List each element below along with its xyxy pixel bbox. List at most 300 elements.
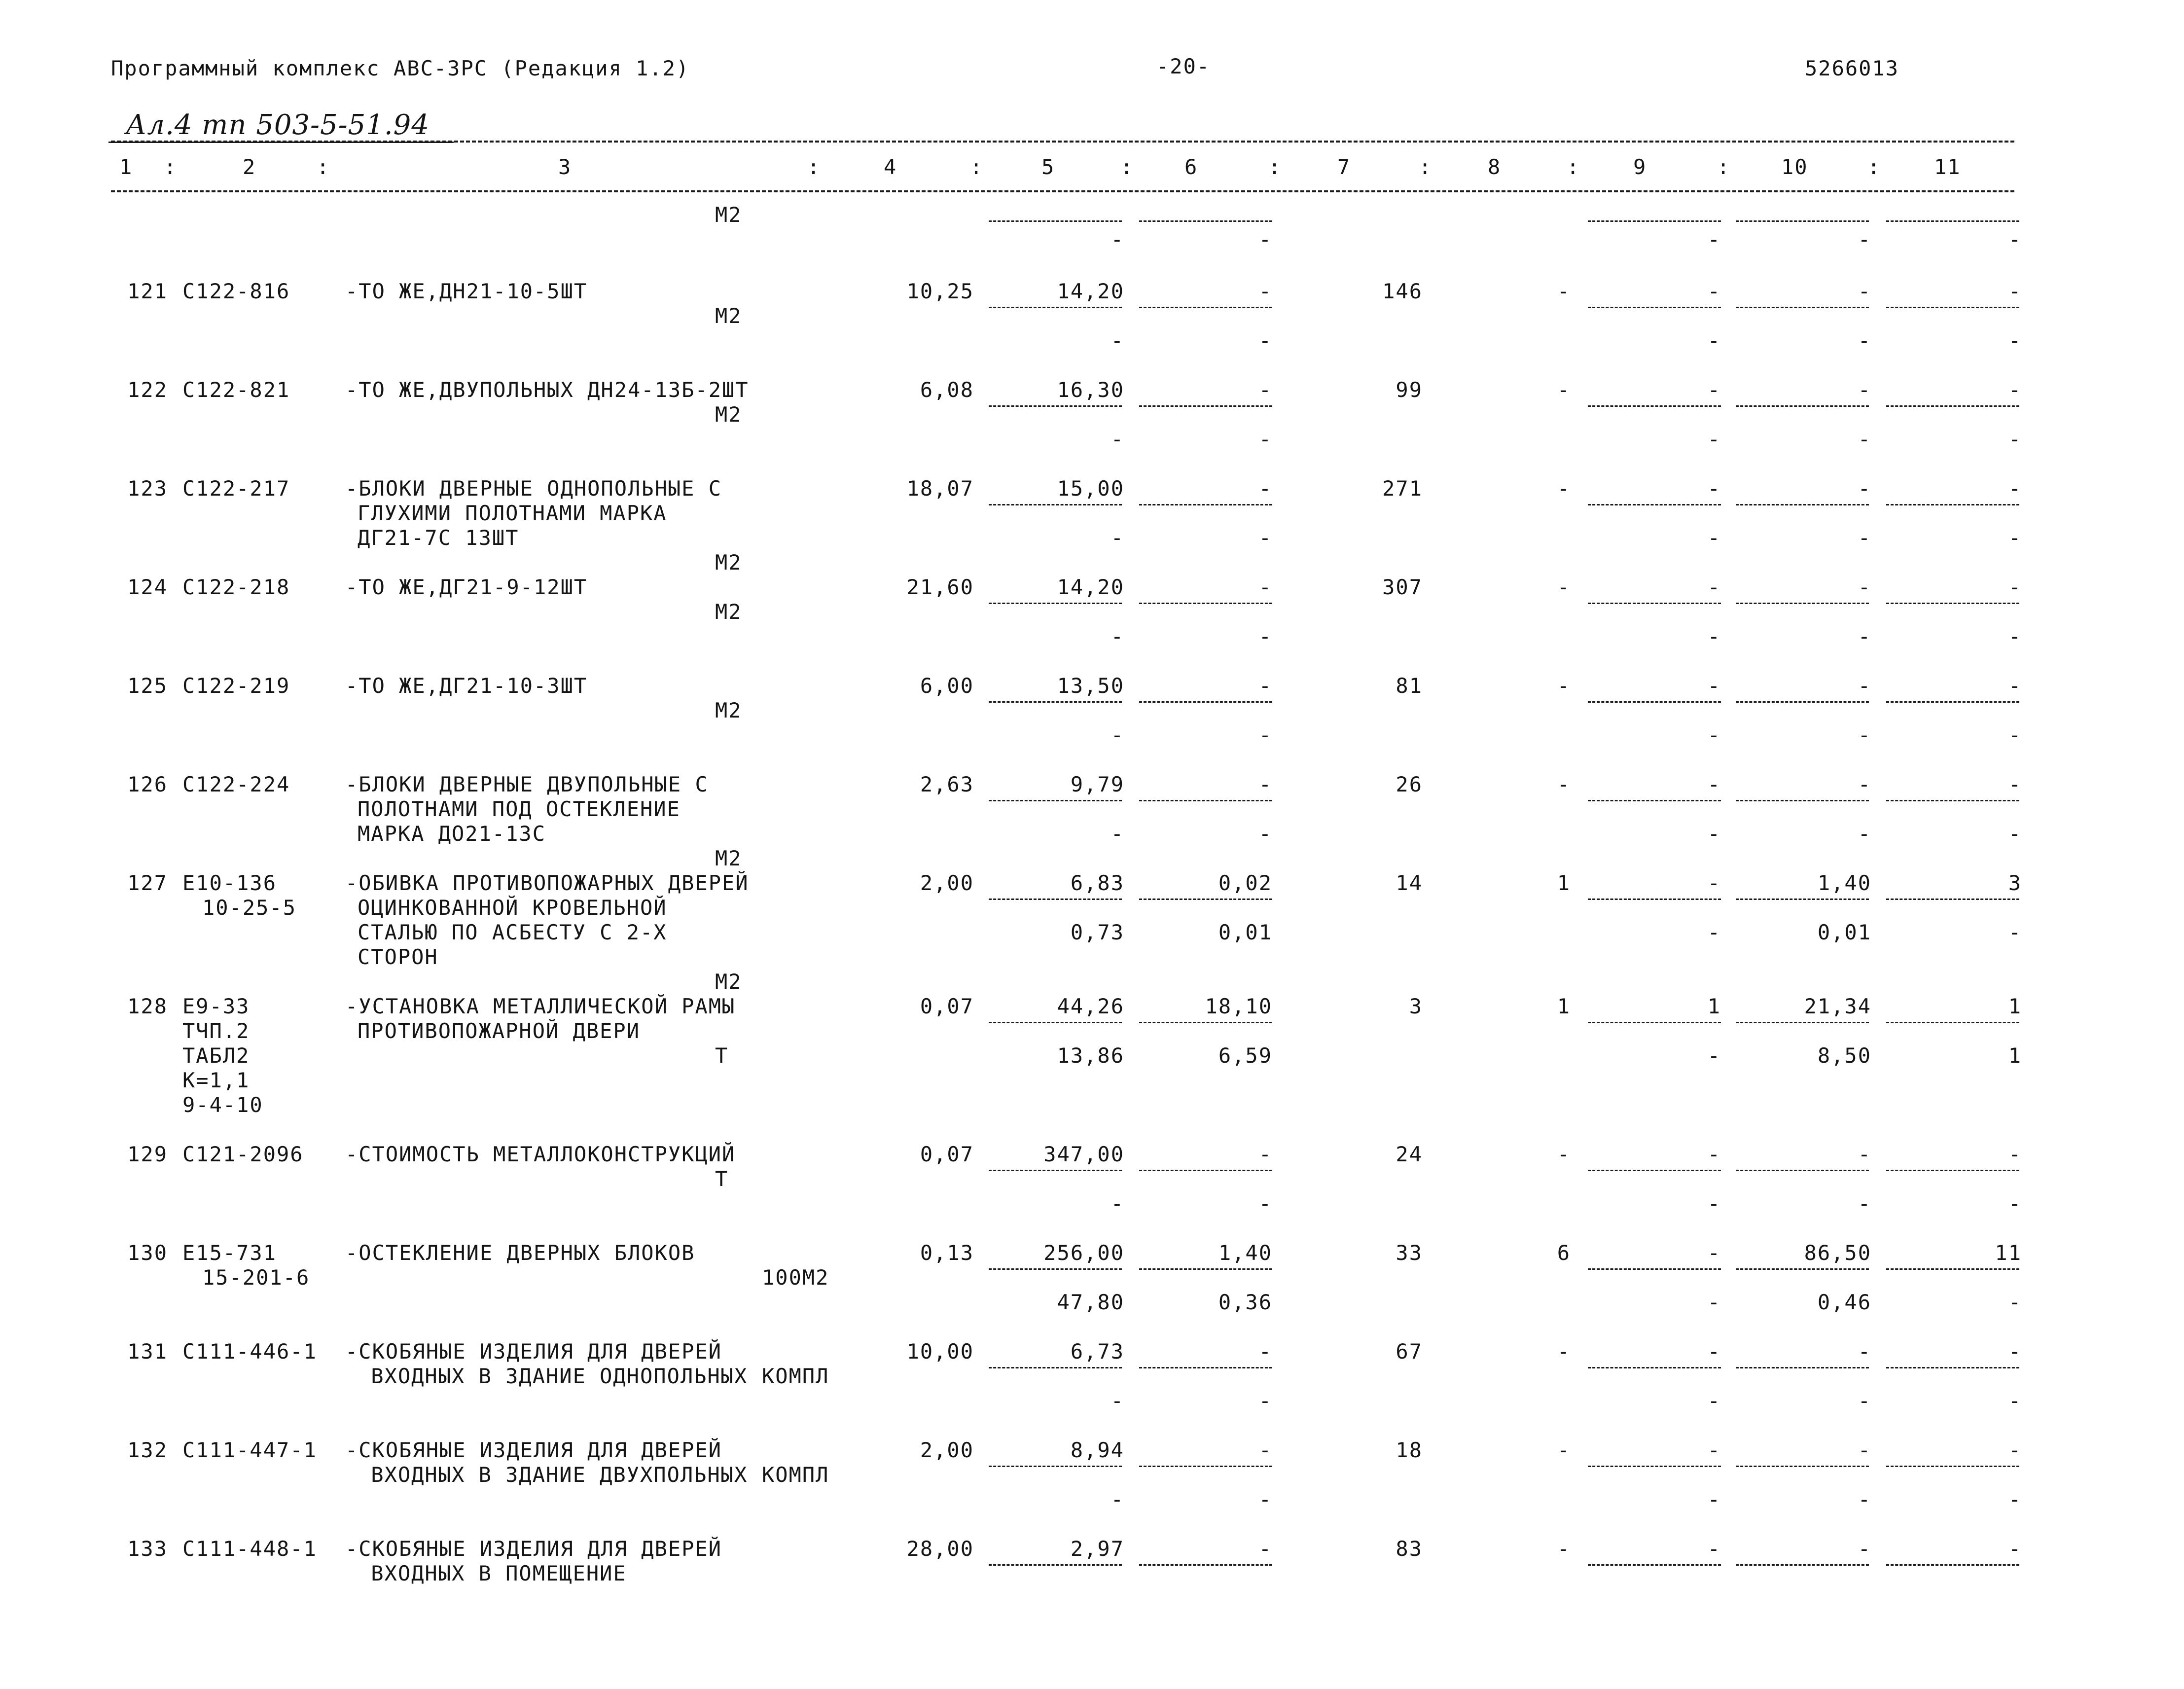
value: -: [1557, 378, 1571, 402]
row-number: 125: [127, 674, 168, 698]
value: 14: [1396, 871, 1423, 895]
sub-value: 0,01: [1218, 920, 1272, 944]
sub-value: -: [2008, 227, 2022, 252]
value: -: [2008, 575, 2022, 599]
sub-value: 47,80: [1057, 1290, 1124, 1314]
value-divider: [1139, 603, 1272, 604]
work-description: -ОБИВКА ПРОТИВОПОЖАРНЫХ ДВЕРЕЙ: [345, 871, 749, 895]
rate-code: С121-2096: [182, 1142, 304, 1166]
value-divider: [1588, 405, 1721, 407]
rate-code: С111-448-1: [182, 1537, 317, 1561]
unit-of-measure: Т: [715, 1043, 729, 1068]
value: -: [1858, 378, 1871, 402]
sub-value: -: [1858, 427, 1871, 451]
sub-value: -: [1110, 227, 1124, 252]
header-rule-top: [111, 141, 2014, 143]
value: -: [1557, 1438, 1571, 1462]
column-separator: :: [807, 155, 821, 179]
value: -: [1557, 575, 1571, 599]
sub-value: 8,50: [1817, 1043, 1871, 1068]
value-divider: [1588, 800, 1721, 801]
value: -: [1557, 1339, 1571, 1364]
value-divider: [1886, 1466, 2019, 1467]
sub-value: -: [1258, 1191, 1272, 1216]
value: -: [1258, 1537, 1272, 1561]
value-divider: [1886, 307, 2019, 308]
work-description: -ТО ЖЕ,ДН21-10-5ШТ: [345, 279, 588, 303]
value-divider: [1736, 1170, 1869, 1171]
value: 10,00: [906, 1339, 974, 1364]
value: -: [1557, 279, 1571, 303]
sub-value: -: [1110, 1191, 1124, 1216]
rate-code: С111-447-1: [182, 1438, 317, 1462]
rate-code: 15-201-6: [202, 1265, 310, 1290]
value: 18,07: [906, 476, 974, 501]
value: -: [1858, 476, 1871, 501]
sub-value: -: [2008, 1389, 2022, 1413]
sub-value: -: [1858, 1487, 1871, 1511]
value: 6: [1557, 1241, 1571, 1265]
sub-value: -: [2008, 1191, 2022, 1216]
value-divider: [989, 1367, 1122, 1368]
value: 44,26: [1057, 994, 1124, 1018]
value: -: [1557, 772, 1571, 796]
work-description: -СКОБЯНЫЕ ИЗДЕЛИЯ ДЛЯ ДВЕРЕЙ: [345, 1537, 722, 1561]
unit-of-measure: КОМПЛ: [762, 1463, 829, 1487]
value-divider: [1588, 701, 1721, 703]
work-description: ПОЛОТНАМИ ПОД ОСТЕКЛЕНИЕ: [358, 797, 680, 821]
value: 28,00: [906, 1537, 974, 1561]
value: 3: [1409, 994, 1423, 1018]
value: -: [1858, 279, 1871, 303]
sheet-reference: Ал.4 тп 503-5-51.94: [126, 109, 430, 141]
value: 11: [1995, 1241, 2022, 1265]
sub-value: -: [2008, 427, 2022, 451]
value: -: [1858, 674, 1871, 698]
work-description: ГЛУХИМИ ПОЛОТНАМИ МАРКА: [358, 501, 667, 525]
unit-of-measure: М2: [715, 550, 742, 575]
column-separator: :: [164, 155, 178, 179]
rate-code: С122-821: [182, 378, 290, 402]
header-rule-bottom: [111, 190, 2014, 192]
sub-value: -: [1858, 227, 1871, 252]
value: 16,30: [1057, 378, 1124, 402]
unit-of-measure: М2: [715, 698, 742, 722]
value: -: [2008, 1142, 2022, 1166]
value: 307: [1382, 575, 1423, 599]
unit-of-measure: М2: [715, 600, 742, 624]
sub-value: -: [1258, 1487, 1272, 1511]
column-header: 7: [1337, 155, 1351, 179]
value-divider: [1588, 504, 1721, 505]
value-divider: [1736, 1466, 1869, 1467]
value: -: [1258, 1339, 1272, 1364]
sub-value: 13,86: [1057, 1043, 1124, 1068]
value-divider: [1139, 405, 1272, 407]
value-divider: [1886, 1268, 2019, 1270]
value: -: [1707, 674, 1721, 698]
value: 6,83: [1070, 871, 1124, 895]
value-divider: [989, 220, 1122, 222]
work-description: -СКОБЯНЫЕ ИЗДЕЛИЯ ДЛЯ ДВЕРЕЙ: [345, 1438, 722, 1462]
sub-value: -: [1707, 1487, 1721, 1511]
sub-value: -: [1707, 526, 1721, 550]
row-number: 132: [127, 1438, 168, 1462]
work-description: -БЛОКИ ДВЕРНЫЕ ДВУПОЛЬНЫЕ С: [345, 772, 709, 796]
sub-value: -: [1258, 227, 1272, 252]
value: 86,50: [1804, 1241, 1871, 1265]
rate-code: ТЧП.2: [182, 1019, 250, 1043]
work-description: МАРКА ДО21-13С: [358, 822, 546, 846]
work-description: -УСТАНОВКА МЕТАЛЛИЧЕСКОЙ РАМЫ: [345, 994, 736, 1018]
value-divider: [1139, 1170, 1272, 1171]
value: -: [1858, 1537, 1871, 1561]
work-description: -БЛОКИ ДВЕРНЫЕ ОДНОПОЛЬНЫЕ С: [345, 476, 722, 501]
value-divider: [1139, 1268, 1272, 1270]
sub-value: -: [1707, 1191, 1721, 1216]
column-separator: :: [1717, 155, 1731, 179]
value: -: [2008, 1438, 2022, 1462]
value: -: [1258, 772, 1272, 796]
sub-value: -: [1707, 328, 1721, 353]
unit-of-measure: КОМПЛ: [762, 1364, 829, 1388]
value-divider: [1139, 307, 1272, 308]
value: -: [1557, 1142, 1571, 1166]
value: -: [1258, 674, 1272, 698]
value-divider: [1736, 1367, 1869, 1368]
sub-value: -: [1707, 624, 1721, 648]
sub-value: -: [1707, 1389, 1721, 1413]
column-separator: :: [317, 155, 330, 179]
value-divider: [1588, 1367, 1721, 1368]
value-divider: [1736, 1268, 1869, 1270]
value: -: [1258, 1142, 1272, 1166]
value-divider: [989, 307, 1122, 308]
value: 1,40: [1218, 1241, 1272, 1265]
work-description: -СКОБЯНЫЕ ИЗДЕЛИЯ ДЛЯ ДВЕРЕЙ: [345, 1339, 722, 1364]
column-separator: :: [970, 155, 984, 179]
sub-value: -: [2008, 1290, 2022, 1314]
value: 0,02: [1218, 871, 1272, 895]
value-divider: [1588, 307, 1721, 308]
value-divider: [1886, 405, 2019, 407]
value: -: [1858, 1339, 1871, 1364]
rate-code: С111-446-1: [182, 1339, 317, 1364]
value: 2,00: [920, 871, 974, 895]
work-description: -ОСТЕКЛЕНИЕ ДВЕРНЫХ БЛОКОВ: [345, 1241, 695, 1265]
rate-code: Е9-33: [182, 994, 250, 1018]
work-description: -СТОИМОСТЬ МЕТАЛЛОКОНСТРУКЦИЙ: [345, 1142, 736, 1166]
column-header: 3: [558, 155, 572, 179]
value: -: [1707, 575, 1721, 599]
value-divider: [989, 1170, 1122, 1171]
value: 26: [1396, 772, 1423, 796]
value: -: [1858, 772, 1871, 796]
value: 6,73: [1070, 1339, 1124, 1364]
value: -: [1858, 575, 1871, 599]
value: 14,20: [1057, 279, 1124, 303]
value: 21,60: [906, 575, 974, 599]
value: -: [1707, 772, 1721, 796]
value: 1: [1707, 994, 1721, 1018]
work-description: -ТО ЖЕ,ДГ21-10-3ШТ: [345, 674, 588, 698]
sub-value: -: [2008, 723, 2022, 747]
value-divider: [1588, 1268, 1721, 1270]
value: 1: [1557, 994, 1571, 1018]
value-divider: [1139, 800, 1272, 801]
column-separator: :: [1419, 155, 1432, 179]
sub-value: -: [1110, 822, 1124, 846]
value: -: [2008, 1339, 2022, 1364]
unit-of-measure: М2: [715, 304, 742, 328]
value: 24: [1396, 1142, 1423, 1166]
rate-code: С122-816: [182, 279, 290, 303]
value-divider: [1588, 1022, 1721, 1023]
unit-of-measure: М2: [715, 970, 742, 994]
row-number: 122: [127, 378, 168, 402]
document-code: 5266013: [1805, 56, 1899, 80]
value-divider: [1588, 898, 1721, 900]
sub-value: -: [1707, 822, 1721, 846]
value-divider: [1736, 898, 1869, 900]
sub-value: -: [1110, 624, 1124, 648]
unit-of-measure: М2: [715, 203, 742, 227]
row-number: 128: [127, 994, 168, 1018]
sub-value: -: [1707, 723, 1721, 747]
value-divider: [989, 1564, 1122, 1566]
value: 33: [1396, 1241, 1423, 1265]
value-divider: [1139, 1466, 1272, 1467]
sub-value: 1: [2008, 1043, 2022, 1068]
value: 1: [1557, 871, 1571, 895]
sub-value: -: [1858, 1389, 1871, 1413]
sub-value: -: [1258, 1389, 1272, 1413]
value: 0,07: [920, 1142, 974, 1166]
rate-code: Е10-136: [182, 871, 277, 895]
value: 2,97: [1070, 1537, 1124, 1561]
value: -: [1858, 1438, 1871, 1462]
value: -: [1258, 1438, 1272, 1462]
column-header: 4: [884, 155, 897, 179]
column-header: 6: [1184, 155, 1198, 179]
value-divider: [1886, 1022, 2019, 1023]
value-divider: [1139, 701, 1272, 703]
value-divider: [1886, 504, 2019, 505]
value: 347,00: [1043, 1142, 1124, 1166]
value: -: [1258, 476, 1272, 501]
value-divider: [989, 1268, 1122, 1270]
value: 271: [1382, 476, 1423, 501]
sub-value: -: [1258, 526, 1272, 550]
value-divider: [1886, 898, 2019, 900]
value-divider: [1139, 504, 1272, 505]
rate-code: С122-219: [182, 674, 290, 698]
value-divider: [1139, 220, 1272, 222]
value: 67: [1396, 1339, 1423, 1364]
value-divider: [1736, 701, 1869, 703]
sub-value: -: [1707, 1290, 1721, 1314]
column-separator: :: [1567, 155, 1580, 179]
sub-value: -: [1110, 427, 1124, 451]
value-divider: [1886, 800, 2019, 801]
rate-code: К=1,1: [182, 1068, 250, 1092]
value: -: [1557, 476, 1571, 501]
value: 2,00: [920, 1438, 974, 1462]
value: 15,00: [1057, 476, 1124, 501]
row-number: 123: [127, 476, 168, 501]
unit-of-measure: 100М2: [762, 1265, 829, 1290]
sub-value: -: [1707, 1043, 1721, 1068]
sub-value: -: [1258, 624, 1272, 648]
sub-value: -: [1110, 526, 1124, 550]
value: -: [1707, 1339, 1721, 1364]
value-divider: [1736, 1564, 1869, 1566]
value: -: [1707, 1241, 1721, 1265]
value-divider: [989, 1466, 1122, 1467]
value: 0,13: [920, 1241, 974, 1265]
value-divider: [989, 603, 1122, 604]
work-description: СТОРОН: [358, 945, 438, 969]
column-header: 11: [1934, 155, 1961, 179]
sub-value: -: [1110, 723, 1124, 747]
rate-code: 9-4-10: [182, 1093, 263, 1117]
value: -: [1707, 1537, 1721, 1561]
sub-value: 0,73: [1070, 920, 1124, 944]
unit-of-measure: М2: [715, 846, 742, 870]
page-number: -20-: [1156, 54, 1211, 78]
value: -: [2008, 476, 2022, 501]
work-description: ПРОТИВОПОЖАРНОЙ ДВЕРИ: [358, 1019, 641, 1043]
program-title: Программный комплекс АВС-3РС (Редакция 1.2): [111, 56, 690, 80]
value-divider: [1886, 701, 2019, 703]
value: 81: [1396, 674, 1423, 698]
value: 256,00: [1043, 1241, 1124, 1265]
row-number: 127: [127, 871, 168, 895]
value: -: [1707, 378, 1721, 402]
sub-value: -: [1858, 822, 1871, 846]
value-divider: [1588, 1170, 1721, 1171]
row-number: 126: [127, 772, 168, 796]
value: 0,07: [920, 994, 974, 1018]
sub-value: 6,59: [1218, 1043, 1272, 1068]
sub-value: -: [2008, 328, 2022, 353]
sub-value: 0,01: [1817, 920, 1871, 944]
value-divider: [1139, 1564, 1272, 1566]
value-divider: [1736, 800, 1869, 801]
value-divider: [989, 800, 1122, 801]
rate-code: С122-224: [182, 772, 290, 796]
rate-code: С122-218: [182, 575, 290, 599]
value: -: [2008, 772, 2022, 796]
value: -: [1707, 279, 1721, 303]
work-description: ВХОДНЫХ В ЗДАНИЕ ОДНОПОЛЬНЫХ: [358, 1364, 748, 1388]
sub-value: -: [1110, 328, 1124, 353]
value: 83: [1396, 1537, 1423, 1561]
value: -: [2008, 674, 2022, 698]
value-divider: [1886, 603, 2019, 604]
work-description: ОЦИНКОВАННОЙ КРОВЕЛЬНОЙ: [358, 896, 667, 920]
value: 6,00: [920, 674, 974, 698]
value: -: [1557, 1537, 1571, 1561]
value-divider: [989, 701, 1122, 703]
column-header: 10: [1781, 155, 1808, 179]
value: 6,08: [920, 378, 974, 402]
sub-value: -: [1707, 920, 1721, 944]
rate-code: С122-217: [182, 476, 290, 501]
value: -: [1258, 378, 1272, 402]
work-description: ВХОДНЫХ В ЗДАНИЕ ДВУХПОЛЬНЫХ: [358, 1463, 748, 1487]
value: 10,25: [906, 279, 974, 303]
value-divider: [1886, 1367, 2019, 1368]
value-divider: [989, 1022, 1122, 1023]
value-divider: [1139, 1022, 1272, 1023]
value-divider: [1886, 1170, 2019, 1171]
value: 18: [1396, 1438, 1423, 1462]
column-separator: :: [1120, 155, 1134, 179]
rate-code: Е15-731: [182, 1241, 277, 1265]
sub-value: -: [1258, 723, 1272, 747]
work-description: СТАЛЬЮ ПО АСБЕСТУ С 2-Х: [358, 920, 667, 944]
value-divider: [1736, 603, 1869, 604]
value: 21,34: [1804, 994, 1871, 1018]
sub-value: -: [2008, 526, 2022, 550]
value: 2,63: [920, 772, 974, 796]
value: 13,50: [1057, 674, 1124, 698]
row-number: 129: [127, 1142, 168, 1166]
column-header: 1: [119, 155, 133, 179]
column-header: 9: [1633, 155, 1647, 179]
value: 18,10: [1205, 994, 1272, 1018]
sub-value: -: [1858, 526, 1871, 550]
value-divider: [1736, 1022, 1869, 1023]
value-divider: [989, 405, 1122, 407]
sub-value: 0,46: [1817, 1290, 1871, 1314]
row-number: 130: [127, 1241, 168, 1265]
value-divider: [1736, 405, 1869, 407]
value-divider: [1736, 307, 1869, 308]
unit-of-measure: Т: [715, 1167, 729, 1191]
value-divider: [989, 898, 1122, 900]
value-divider: [1736, 220, 1869, 222]
rate-code: 10-25-5: [202, 896, 297, 920]
value-divider: [1588, 1564, 1721, 1566]
value: -: [1707, 1438, 1721, 1462]
rate-code: ТАБЛ2: [182, 1043, 250, 1068]
sub-value: -: [1258, 328, 1272, 353]
sub-value: -: [1707, 227, 1721, 252]
value-divider: [1139, 1367, 1272, 1368]
work-description: -ТО ЖЕ,ДВУПОЛЬНЫХ ДН24-13Б-2ШТ: [345, 378, 749, 402]
value-divider: [1139, 898, 1272, 900]
value-divider: [989, 504, 1122, 505]
value: -: [1858, 1142, 1871, 1166]
work-description: -ТО ЖЕ,ДГ21-9-12ШТ: [345, 575, 588, 599]
sub-value: -: [1707, 427, 1721, 451]
value: 1,40: [1817, 871, 1871, 895]
sub-value: -: [1858, 723, 1871, 747]
sub-value: -: [1858, 624, 1871, 648]
value-divider: [1588, 220, 1721, 222]
value: 99: [1396, 378, 1423, 402]
value-divider: [1588, 603, 1721, 604]
sub-value: -: [2008, 624, 2022, 648]
sub-value: -: [1110, 1487, 1124, 1511]
value: 146: [1382, 279, 1423, 303]
value: 1: [2008, 994, 2022, 1018]
value: -: [2008, 378, 2022, 402]
sub-value: -: [1858, 328, 1871, 353]
sub-value: -: [1858, 1191, 1871, 1216]
